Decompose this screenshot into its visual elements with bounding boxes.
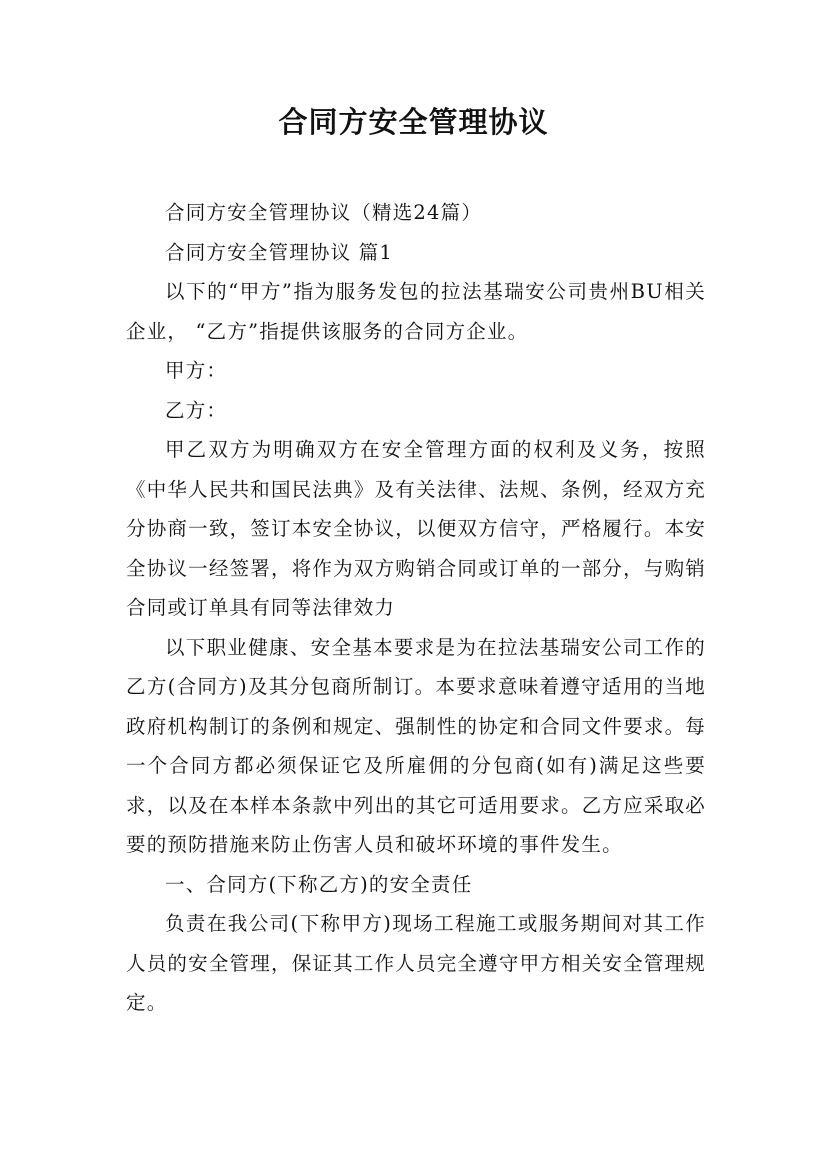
paragraph-requirements: 以下职业健康、安全基本要求是为在拉法基瑞安公司工作的乙方(合同方)及其分包商所制订。本要求意味着遵守适用的当地政府机构制订的条例和规定、强制性的协定和合同文件要求。每一个合同方都必须保证它及所雇佣的分包商(如有)满足这些要求，以及在本样本条款中列出的其它可适用要求。乙方应采取必要的预防措施来防止伤害人员和破坏环境的事件发生。: [126, 635, 706, 856]
paragraph-subtitle: 合同方安全管理协议（精选24篇）: [165, 201, 483, 224]
paragraph-party-a: 甲方：: [165, 359, 228, 382]
paragraph-definitions: 以下的“甲方”指为服务发包的拉法基瑞安公司贵州BU相关企业， “乙方”指提供该服务的合同方企业。: [126, 280, 706, 343]
paragraph-agreement-purpose: 甲乙双方为明确双方在安全管理方面的权利及义务，按照《中华人民共和国民法典》及有关法律、法规、条例，经双方充分协商一致，签订本安全协议，以便双方信守，严格履行。本安全协议一经签署，将作为双方购销合同或订单的一部分，与购销合同或订单具有同等法律效力: [126, 438, 706, 619]
document-body: [126, 193, 706, 1023]
document-title: 合同方安全管理协议: [278, 105, 549, 139]
paragraph-clause-heading: 一、合同方(下称乙方)的安全责任: [165, 872, 473, 896]
paragraph-clause-text: 负责在我公司(下称甲方)现场工程施工或服务期间对其工作人员的安全管理，保证其工作人员完全遵守甲方相关安全管理规定。: [126, 912, 706, 1014]
paragraph-section-heading: 合同方安全管理协议 篇1: [165, 240, 394, 264]
paragraph-party-b: 乙方：: [165, 398, 228, 422]
